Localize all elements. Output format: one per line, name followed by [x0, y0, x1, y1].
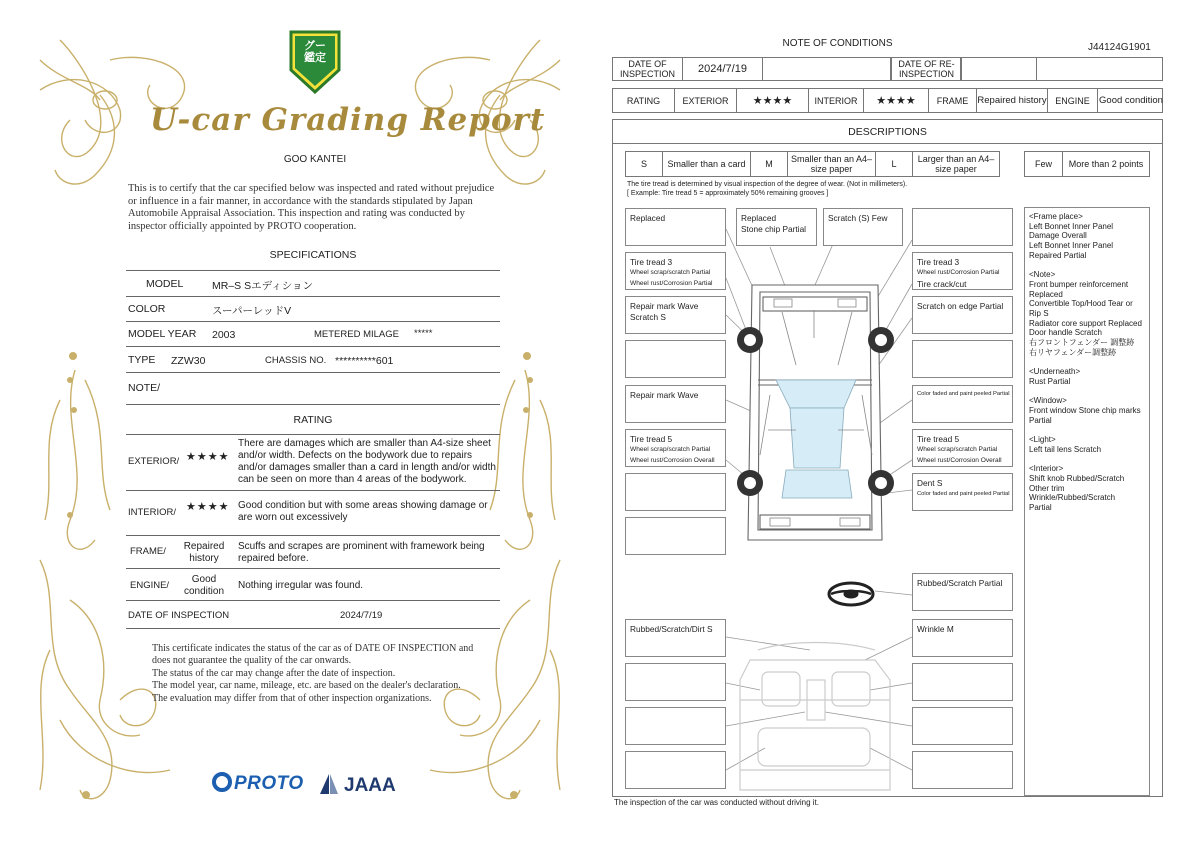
sheet-code: J44124G1901 [1088, 42, 1151, 53]
model-value: MR–S Sエディション [212, 280, 314, 292]
badge-text: グー 鑑定 [304, 40, 326, 64]
label-box-empty [912, 208, 1013, 246]
note-line: <Interior> [1029, 464, 1064, 474]
label-text: Tire tread 3 [917, 257, 960, 267]
note-gap [1029, 425, 1145, 435]
label-box-empty [625, 517, 726, 555]
note-line: <Window> [1029, 396, 1067, 406]
label-text: Tire tread 3 [630, 257, 673, 267]
exterior-description: There are damages which are smaller than A4-size sheet and/or width. Defects on the bodywork due to repairs and/or damages smaller than a card in length and/or width can be seen on more than 4 areas of the bodywork. [238, 438, 496, 485]
notes-panel [1024, 207, 1150, 796]
steering-wheel-icon [829, 583, 873, 605]
label-box-wrinkle [912, 619, 1013, 657]
exterior-label: EXTERIOR [675, 89, 737, 112]
divider [126, 346, 500, 347]
note-line: Rust Partial [1029, 376, 1071, 386]
legend-few: Few [1025, 152, 1063, 176]
label-text: Repair mark Wave [630, 301, 699, 311]
engine-value: Good condition [1099, 94, 1163, 106]
label-text: Stone chip Partial [741, 224, 807, 234]
note-line: Radiator core support Replaced [1029, 318, 1142, 328]
note-line: Left Bonnet Inner Panel [1029, 221, 1114, 231]
label-box-tire-rear-right [912, 429, 1013, 467]
engine-value: Good condition [183, 574, 225, 597]
label-box-empty [912, 340, 1013, 378]
label-box-empty [625, 473, 726, 511]
tire-note: The tire tread is determined by visual inspection of the degree of wear. (Not in millimeters). [627, 181, 908, 188]
jaaa-logo-text: JAAA [344, 775, 396, 796]
label-box-empty [625, 707, 726, 745]
label-text: Replaced [741, 213, 777, 223]
interior-stars: ★★★★ [864, 89, 929, 112]
date-label: DATE OF INSPECTION [613, 58, 683, 80]
note-of-conditions-sheet [600, 0, 1200, 848]
jaaa-logo-icon [318, 772, 396, 797]
certificate-subtitle: GOO KANTEI [283, 154, 347, 165]
note-line: Wrinkle/Rubbed/Scratch [1029, 493, 1116, 503]
label-text: Replaced [630, 213, 666, 223]
divider [126, 270, 500, 271]
note-line: Front window Stone chip marks [1029, 406, 1141, 416]
label-text: Rubbed/Scratch/Dirt S [630, 624, 713, 634]
label-text: Scratch (S) Few [828, 213, 888, 223]
label-text: Wrinkle M [917, 624, 954, 634]
label-text: Wheel scrap/scratch Partial [630, 269, 711, 276]
frame-value: Repaired history [183, 541, 225, 564]
certificate-title: U-car Grading Report [150, 102, 546, 138]
type-value: ZZW30 [171, 355, 206, 367]
legend-l-desc: Larger than an A4–size paper [917, 154, 995, 174]
label-box-color-faded [912, 385, 1013, 423]
label-text: Scratch S [630, 312, 666, 322]
divider [126, 404, 500, 405]
divider [126, 372, 500, 373]
chassis-label: CHASSIS NO. [265, 355, 327, 366]
label-text: Rubbed/Scratch Partial [917, 578, 1003, 588]
note-gap [1029, 261, 1145, 271]
interior-stars: ★★★★ [186, 501, 230, 513]
label-text: Color faded and paint peeled Partial [917, 491, 1010, 497]
label-text: Scratch on edge Partial [917, 301, 1004, 311]
legend-m: M [751, 152, 788, 176]
label-box-tire-rear-left [625, 429, 726, 467]
divider [126, 628, 500, 629]
type-label: TYPE [128, 354, 156, 366]
date-value: 2024/7/19 [683, 58, 763, 80]
note-gap [1029, 455, 1145, 465]
note-label: NOTE/ [128, 382, 161, 394]
label-box-steering [912, 573, 1013, 611]
label-box-empty [625, 663, 726, 701]
date-value: 2024/7/19 [340, 610, 383, 621]
note-line: Front bumper reinforcement [1029, 279, 1129, 289]
legend-more: More than 2 points [1068, 159, 1144, 169]
label-box-tire-front-left [625, 252, 726, 290]
note-line: Partial [1029, 503, 1052, 513]
label-text: Color faded and paint peeled Partial [917, 391, 1010, 397]
legend-l: L [876, 152, 913, 176]
note-line: Left Bonnet Inner Panel [1029, 241, 1114, 251]
note-line: Door handle Scratch [1029, 328, 1102, 338]
note-gap [1029, 358, 1145, 368]
footer-line: This certificate indicates the status of the car as of DATE OF INSPECTION and does not guarantee the quality of the car onwards. [152, 643, 474, 667]
label-box-interior-dirt [625, 619, 726, 657]
bottom-note: The inspection of the car was conducted without driving it. [614, 798, 819, 807]
note-gap [1029, 387, 1145, 397]
divider [126, 434, 500, 435]
date-label: DATE OF INSPECTION [128, 610, 230, 621]
note-line: <Light> [1029, 435, 1056, 445]
sheet-title: NOTE OF CONDITIONS [782, 38, 893, 49]
divider [126, 568, 500, 569]
divider [126, 490, 500, 491]
footer-line: The model year, car name, mileage, etc. are based on the dealer's declaration. [152, 680, 461, 692]
proto-logo-text: PROTO [234, 773, 304, 794]
note-line: Rip S [1029, 309, 1049, 319]
label-box-empty [912, 751, 1013, 789]
label-text: Tire tread 5 [917, 434, 960, 444]
engine-label: ENGINE [1048, 89, 1098, 112]
frame-value: Repaired history [977, 89, 1048, 112]
divider [126, 321, 500, 322]
frame-label: FRAME/ [130, 546, 166, 557]
label-box-repair-mark-2 [625, 385, 726, 423]
model-label: MODEL [146, 278, 184, 290]
label-box-replaced-stone-chip [736, 208, 817, 246]
tire-note-example: [ Example: Tire tread 5 = approximately 50% remaining grooves ] [627, 190, 829, 197]
reinspection-label: DATE OF RE-INSPECTION [892, 58, 962, 80]
frame-label: FRAME [929, 89, 977, 112]
note-line: Other trim [1029, 483, 1065, 493]
note-line: <Underneath> [1029, 367, 1081, 377]
label-text: Wheel scrap/scratch Partial [630, 446, 711, 453]
exterior-stars: ★★★★ [737, 89, 809, 112]
legend-s: S [626, 152, 663, 176]
footer-line: The status of the car may change after the date of inspection. [152, 667, 396, 679]
model-year-label: MODEL YEAR [128, 328, 197, 340]
specifications-heading: SPECIFICATIONS [269, 249, 357, 261]
certificate-intro: This is to certify that the car specified below was inspected and rated without prejudice or influence in a fair manner, in accordance with the standards stipulated by Japan Automobile Appraisal Association. This inspection and rating was conducted by inspector officially appointed by PROTO cooperation. [128, 183, 495, 232]
color-value: スーパーレッドV [212, 305, 292, 317]
label-box-empty [625, 751, 726, 789]
label-box-replaced [625, 208, 726, 246]
certificate-footer [152, 643, 492, 705]
note-line: Partial [1029, 415, 1052, 425]
mileage-value: ***** [414, 328, 433, 339]
note-line: Left tail lens Scratch [1029, 444, 1102, 454]
label-text: Dent S [917, 478, 943, 488]
label-text: Wheel rust/Corrosion Partial [630, 280, 713, 287]
interior-label: INTERIOR/ [128, 507, 177, 518]
engine-description: Nothing irregular was found. [238, 580, 364, 591]
label-text: Tire tread 5 [630, 434, 673, 444]
label-text: Wheel scrap/scratch Partial [917, 446, 998, 453]
label-text: Wheel rust/Corrosion Overall [630, 457, 715, 464]
legend-m-desc: Smaller than an A4–size paper [788, 152, 876, 176]
label-text: Tire crack/cut [917, 279, 967, 289]
note-line: Replaced [1029, 289, 1063, 299]
label-text: Wheel rust/Corrosion Overall [917, 457, 1002, 464]
label-box-empty [912, 663, 1013, 701]
note-line: 右リヤフェンダー調整跡 [1029, 347, 1117, 357]
label-box-empty [625, 340, 726, 378]
engine-label: ENGINE/ [130, 580, 170, 591]
frame-description: Scuffs and scrapes are prominent with framework being repaired before. [238, 541, 485, 564]
rating-heading: RATING [293, 414, 333, 426]
chassis-value: **********601 [335, 355, 394, 367]
car-interior-icon [740, 643, 890, 791]
label-box-dent [912, 473, 1013, 511]
note-line: 右フロントフェンダー 調整跡 [1029, 338, 1135, 348]
note-line: Convertible Top/Hood Tear or [1029, 299, 1133, 309]
legend-s-desc: Smaller than a card [663, 152, 751, 176]
note-line: Damage Overall [1029, 231, 1087, 241]
label-box-empty [912, 707, 1013, 745]
rating-label: RATING [613, 89, 675, 112]
model-year-value: 2003 [212, 329, 236, 341]
note-line: <Note> [1029, 270, 1056, 280]
mileage-label: METERED MILAGE [314, 329, 399, 340]
note-line: Repaired Partial [1029, 250, 1087, 260]
descriptions-heading: DESCRIPTIONS [848, 125, 927, 138]
label-text: Wheel rust/Corrosion Partial [917, 269, 1000, 276]
interior-label: INTERIOR [809, 89, 864, 112]
color-label: COLOR [128, 303, 166, 315]
label-box-tire-front-right [912, 252, 1013, 290]
label-text: Repair mark Wave [630, 390, 699, 400]
exterior-label: EXTERIOR/ [128, 456, 180, 467]
label-box-scratch-few [823, 208, 903, 246]
divider [126, 600, 500, 601]
footer-line: The evaluation may differ from that of other inspection organizations. [152, 692, 432, 704]
divider [126, 535, 500, 536]
note-line: Shift knob Rubbed/Scratch [1029, 473, 1125, 483]
note-line: <Frame place> [1029, 212, 1083, 221]
divider [126, 296, 500, 297]
interior-description: Good condition but with some areas showing damage or are worn out excessively [238, 500, 488, 523]
label-box-repair-mark [625, 296, 726, 334]
proto-logo-icon [212, 772, 304, 795]
label-box-scratch-edge [912, 296, 1013, 334]
exterior-stars: ★★★★ [186, 451, 230, 463]
